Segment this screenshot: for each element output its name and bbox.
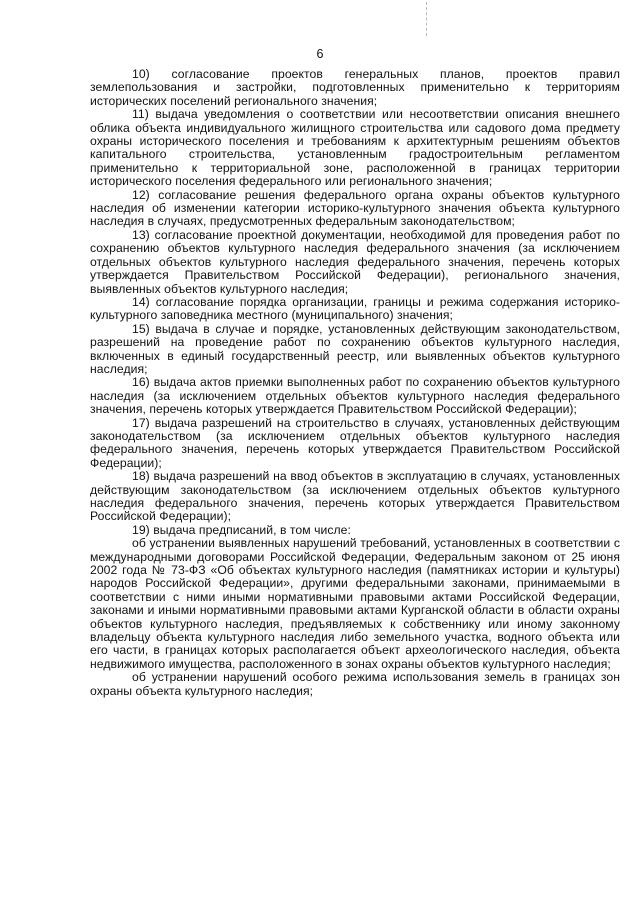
paragraph-item-15: 15) выдача в случае и порядке, установленных действующим законодательством, разрешений на проведение работ по сохранению объектов культурного наследия, включенных в единый государственный реестр, или выявленных объектов культурного наследия; <box>90 321 620 376</box>
paragraph-item-10: 10) согласование проектов генеральных планов, проектов правил землепользования и застройки, подготовленных применительно к территориям исторических поселений регионального значения; <box>90 67 620 108</box>
paragraph-item-12: 12) согласование решения федерального органа охраны объектов культурного наследия об изменении категории историко-культурного значения объекта культурного наследия в случаях, предусмотренных федеральным законодательством; <box>90 187 620 229</box>
paragraph-item-16: 16) выдача актов приемки выполненных работ по сохранению объектов культурного наследия (за исключением отдельных объектов культурного наследия федерального значения, перечень которых утверждается Правительством Российской Федерации); <box>90 375 620 417</box>
document-body <box>90 68 620 698</box>
paragraph-item-14: 14) согласование порядка организации, границы и режима содержания историко-культурного заповедника местного (муниципального) значения; <box>90 294 620 323</box>
paragraph-item-13: 13) согласование проектной документации, необходимой для проведения работ по сохранению объектов культурного наследия федерального значения (за исключением отдельных объектов культурного наследия федерального значения, перечень которых утверждается Правительством Российской Федерации), регионального значения, выявленных объектов культурного наследия; <box>90 227 620 296</box>
paragraph-item-19: 19) выдача предписаний, в том числе: <box>132 522 351 537</box>
paragraph-item-18: 18) выдача разрешений на ввод объектов в эксплуатацию в случаях, установленных действующим законодательством (за исключением отдельных объектов культурного наследия федерального значения, перечень которых утверждается Правительством Российской Федерации); <box>90 469 620 524</box>
scan-divider-mark <box>426 2 428 36</box>
paragraph-item-11: 11) выдача уведомления о соответствии или несоответствии описания внешнего облика объекта индивидуального жилищного строительства или садового дома предмету охраны исторического поселения и требованиям к архитектурным решениям объектов капитального строительства, установленным градостроительным регламентом применительно к территориальной зоне, расположенной в границах территории исторического поселения федерального или регионального значения; <box>90 107 620 189</box>
paragraph-item-17: 17) выдача разрешений на строительство в случаях, установленных действующим законодательством (за исключением отдельных объектов культурного наследия федерального значения, перечень которых утверждается Правительством Российской Федерации); <box>90 415 620 470</box>
page-number: 6 <box>316 47 324 61</box>
paragraph-item-19-sub-2: об устранении нарушений особого режима использования земель в границах зон охраны объекта культурного наследия; <box>90 670 620 698</box>
paragraph-item-19-sub-1: об устранении выявленных нарушений требований, установленных в соответствии с международными договорами Российской Федерации, Федеральным законом от 25 июня 2002 года № 73-ФЗ «Об объектах культурного наследия (памятниках истории и культуры) народов Российской Федерации», другими федеральными законами, принимаемыми в соответствии с ними иными нормативными правовыми актами Российской Федерации, законами и иными нормативными правовыми актами Курганской области в области охраны объектов культурного наследия, предъявляемых к собственнику или иному законному владельцу объекта культурного наследия либо земельного участка, водного объекта или его части, в границах которых располагается объект археологического наследия, объекта недвижимого имущества, расположенного в зонах охраны объектов культурного наследия; <box>90 536 620 671</box>
